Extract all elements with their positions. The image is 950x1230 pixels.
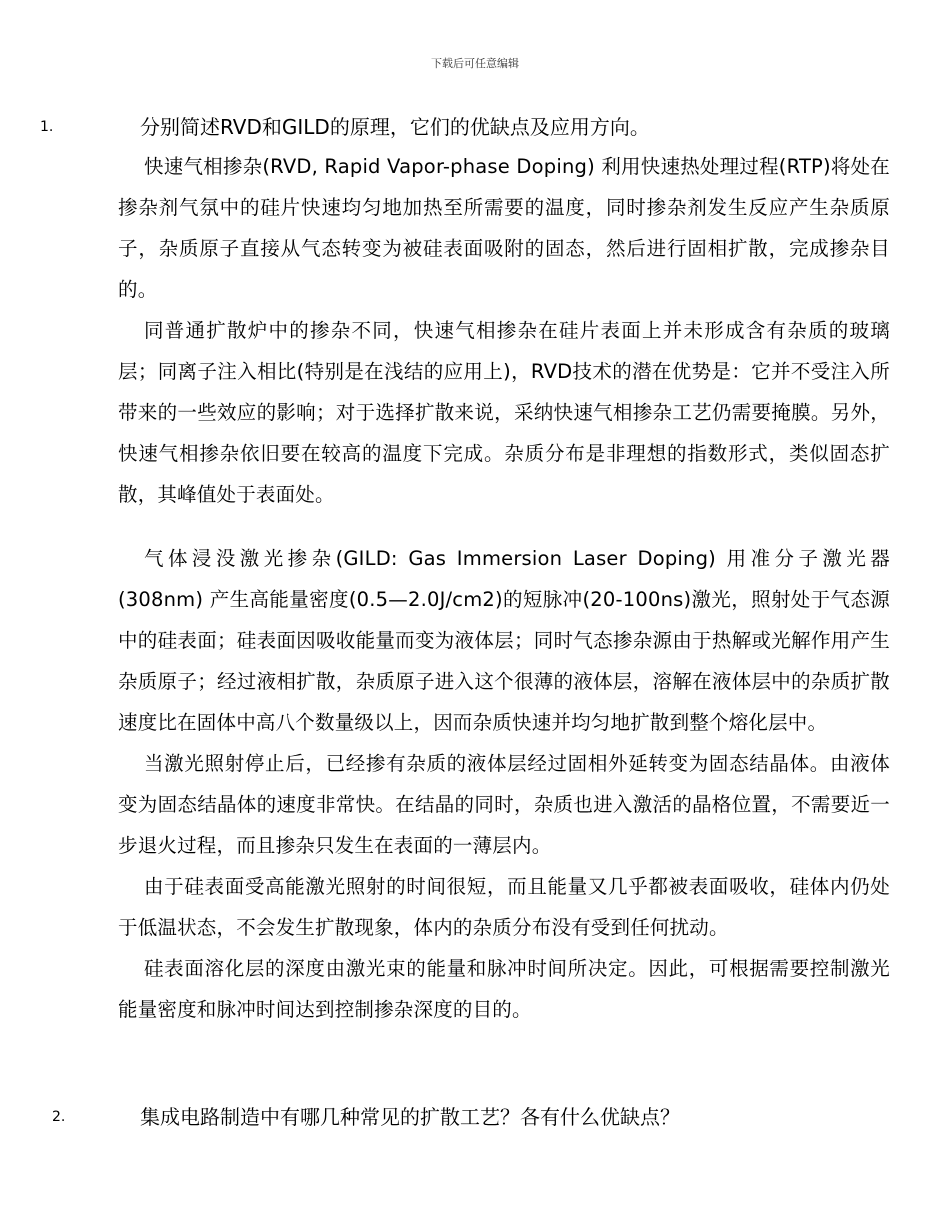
paragraph-gild-depth-control: 硅表面溶化层的深度由激光束的能量和脉冲时间所决定。因此，可根据需要控制激光能量密度和脉冲时间达到控制掺杂深度的目的。 — [118, 957, 890, 1021]
paragraph-gild-principle: 气体浸没激光掺杂(GILD: Gas Immersion Laser Doping) 用准分子激光器(308nm) 产生高能量密度(0.5—2.0J/cm2)的短脉冲(20-100ns)激光，照射处于气态源中的硅表面；硅表面因吸收能量而变为液体层；同时气态掺杂源由于热解或光解作用产生杂质原子；经过液相扩散，杂质原子进入这个很薄的液体层，溶解在液体层中的杂质扩散速度比在固体中高八个数量级以上，因而杂质快速并均匀地扩散到整个熔化层中。 — [118, 547, 890, 734]
page-header: 下载后可任意编辑 — [431, 57, 519, 70]
answer-1-part-1 — [118, 146, 890, 515]
answer-1-part-2 — [118, 538, 890, 1030]
question-title: 集成电路制造中有哪几种常见的扩散工艺？各有什么优缺点？ — [140, 1105, 680, 1129]
question-number: 2. — [52, 1109, 66, 1125]
question-number: 1. — [40, 119, 54, 135]
paragraph-gild-crystallization: 当激光照射停止后，已经掺有杂质的液体层经过固相外延转变为固态结晶体。由液体变为固态结晶体的速度非常快。在结晶的同时，杂质也进入激活的晶格位置，不需要近一步退火过程，而且掺杂只发生在表面的一薄层内。 — [118, 752, 890, 857]
paragraph-gild-low-temperature: 由于硅表面受高能激光照射的时间很短，而且能量又几乎都被表面吸收，硅体内仍处于低温状态，不会发生扩散现象，体内的杂质分布没有受到任何扰动。 — [118, 875, 890, 939]
question-title: 分别简述RVD和GILD的原理，它们的优缺点及应用方向。 — [140, 115, 650, 139]
paragraph-rvd-comparison: 同普通扩散炉中的掺杂不同，快速气相掺杂在硅片表面上并未形成含有杂质的玻璃层；同离子注入相比(特别是在浅结的应用上)，RVD技术的潜在优势是：它并不受注入所带来的一些效应的影响；对于选择扩散来说，采纳快速气相掺杂工艺仍需要掩膜。另外，快速气相掺杂依旧要在较高的温度下完成。杂质分布是非理想的指数形式，类似固态扩散，其峰值处于表面处。 — [118, 319, 890, 506]
paragraph-rvd-principle: 快速气相掺杂(RVD, Rapid Vapor-phase Doping) 利用快速热处理过程(RTP)将处在掺杂剂气氛中的硅片快速均匀地加热至所需要的温度，同时掺杂剂发生反应产生杂质原子，杂质原子直接从气态转变为被硅表面吸附的固态，然后进行固相扩散，完成掺杂目的。 — [118, 155, 890, 301]
